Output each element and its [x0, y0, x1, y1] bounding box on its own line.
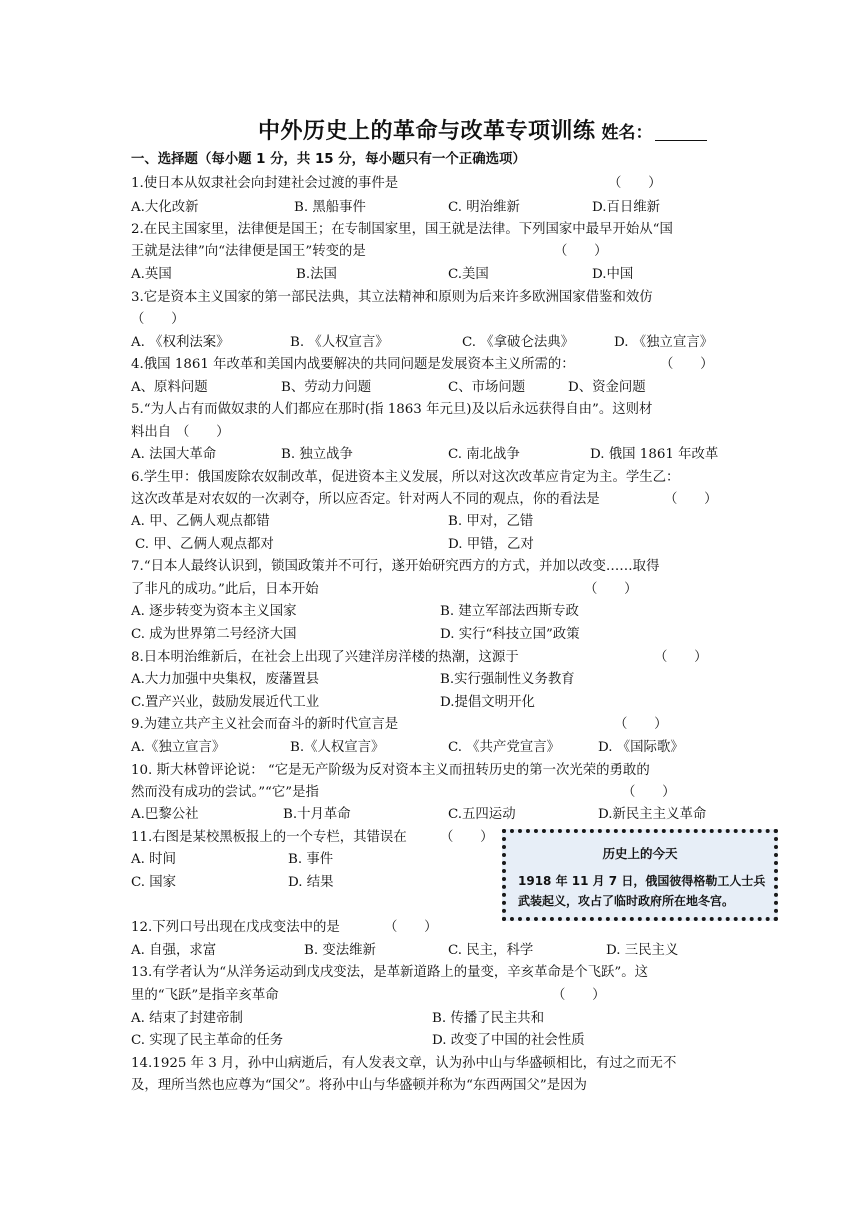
option-b[interactable]: B、劳动力问题 — [281, 380, 372, 395]
answer-blank[interactable]: （ ） — [660, 357, 714, 372]
option-c[interactable]: C、市场问题 — [448, 380, 526, 395]
option-d[interactable]: D. 结果 — [288, 875, 334, 890]
option-b[interactable]: B.十月革命 — [283, 807, 351, 822]
option-c[interactable]: C. 南北战争 — [448, 447, 520, 462]
question-stem: 6.学生甲：俄国废除农奴制改革，促进资本主义发展，所以对这次改革应肯定为主。学生乙： — [131, 470, 680, 485]
option-a[interactable]: A. 甲、乙俩人观点都错 — [131, 514, 270, 529]
name-field[interactable] — [655, 122, 707, 141]
question-stem: 14.1925 年 3 月，孙中山病逝后，有人发表文章，认为孙中山与华盛顿相比，有过之而无不 — [131, 1056, 677, 1071]
question-stem: 2.在民主国家里，法律便是国王；在专制国家里，国王就是法律。下列国家中最早开始从“国 — [131, 222, 673, 237]
option-b[interactable]: B. 传播了民主共和 — [432, 1011, 545, 1026]
question-stem: 5.“为人占有而做奴隶的人们都应在那时(指 1863 年元旦)及以后永远获得自由”。这则材 — [131, 402, 653, 417]
card-line: 武装起义，攻占了临时政府所在地冬宫。 — [518, 894, 735, 908]
answer-blank[interactable]: （ ） — [654, 650, 708, 665]
option-d[interactable]: D. 甲错，乙对 — [448, 537, 534, 552]
option-a[interactable]: A.大力加强中央集权，废藩置县 — [131, 672, 320, 687]
question-stem: 然而没有成功的尝试。”“它”是指 — [131, 785, 319, 800]
header — [258, 114, 707, 145]
option-d[interactable]: D. 三民主义 — [606, 943, 679, 958]
question-stem: 4.俄国 1861 年改革和美国内战要解决的共同问题是发展资本主义所需的： — [131, 357, 575, 372]
option-c[interactable]: C.五四运动 — [448, 807, 516, 822]
question-stem: 9.为建立共产主义社会而奋斗的新时代宣言是 — [131, 717, 399, 732]
answer-blank[interactable]: （ ） — [614, 717, 668, 732]
question-stem: 13.有学者认为“从洋务运动到戊戌变法，是革新道路上的量变，辛亥革命是个飞跃”。这 — [131, 965, 649, 980]
question-stem: 3.它是资本主义国家的第一部民法典，其立法精神和原则为后来许多欧洲国家借鉴和效仿 — [131, 290, 653, 305]
option-b[interactable]: B.实行强制性义务教育 — [440, 672, 575, 687]
answer-blank[interactable]: （ ） — [384, 920, 438, 935]
answer-blank[interactable]: （ ） — [584, 582, 638, 597]
option-a[interactable]: A.《独立宣言》 — [131, 740, 226, 755]
option-c[interactable]: C. 国家 — [131, 875, 177, 890]
answer-blank[interactable]: （ ） — [440, 830, 494, 845]
option-d[interactable]: D.新民主主义革命 — [598, 807, 707, 822]
option-a[interactable]: A、原料问题 — [131, 380, 208, 395]
option-b[interactable]: B. 变法维新 — [304, 943, 376, 958]
card-line: 1918 年 11 月 7 日，俄国彼得格勒工人士兵 — [518, 874, 766, 888]
option-a[interactable]: A. 时间 — [131, 852, 176, 867]
option-a[interactable]: A. 逐步转变为资本主义国家 — [131, 604, 297, 619]
option-d[interactable]: D. 《国际歌》 — [598, 740, 684, 755]
option-c[interactable]: C. 《共产党宣言》 — [448, 740, 561, 755]
question-stem: 料出自 — [131, 425, 172, 440]
question-stem: 及，理所当然也应尊为“国父”。将孙中山与华盛顿并称为“东西两国父”是因为 — [131, 1078, 587, 1093]
card-body — [518, 871, 765, 911]
question-stem: 1.使日本从奴隶社会向封建社会过渡的事件是 — [131, 176, 399, 191]
option-c[interactable]: C.美国 — [448, 267, 489, 282]
question-stem: 7.“日本人最终认识到，锁国政策并不可行，遂开始研究西方的方式，并加以改变……取得 — [131, 559, 660, 574]
question-stem: 里的“飞跃”是指辛亥革命 — [131, 988, 279, 1003]
option-a[interactable]: A.英国 — [131, 267, 172, 282]
option-c[interactable]: C. 成为世界第二号经济大国 — [131, 627, 297, 642]
option-d[interactable]: D. 实行“科技立国”政策 — [440, 627, 580, 642]
question-stem: 这次改革是对农奴的一次剥夺，所以应否定。针对两人不同的观点，你的看法是 — [131, 492, 600, 507]
card-title: 历史上的今天 — [602, 846, 678, 861]
option-a[interactable]: A.大化改新 — [131, 200, 199, 215]
option-d[interactable]: D. 《独立宣言》 — [614, 335, 714, 350]
answer-blank[interactable]: （ ） — [622, 785, 676, 800]
answer-blank[interactable]: （ ） — [176, 425, 230, 440]
option-d[interactable]: D.提倡文明开化 — [440, 695, 535, 710]
option-b[interactable]: B. 建立军部法西斯专政 — [440, 604, 579, 619]
answer-blank[interactable]: （ ） — [131, 312, 185, 327]
option-c[interactable]: C. 实现了民主革命的任务 — [131, 1033, 284, 1048]
option-d[interactable]: D. 改变了中国的社会性质 — [432, 1033, 585, 1048]
option-c[interactable]: C. 明治维新 — [448, 200, 520, 215]
option-a[interactable]: A. 《权利法案》 — [131, 335, 230, 350]
option-a[interactable]: A. 自强，求富 — [131, 943, 217, 958]
option-c[interactable]: C.置产兴业，鼓励发展近代工业 — [131, 695, 320, 710]
question-stem: 8.日本明治维新后，在社会上出现了兴建洋房洋楼的热潮，这源于 — [131, 650, 519, 665]
name-label: 姓名： — [601, 123, 653, 143]
question-stem: 11.右图是某校黑板报上的一个专栏，其错误在 — [131, 830, 407, 845]
option-b[interactable]: B. 独立战争 — [281, 447, 353, 462]
option-d[interactable]: D.百日维新 — [592, 200, 661, 215]
option-d[interactable]: D、资金问题 — [568, 380, 646, 395]
answer-blank[interactable]: （ ） — [664, 492, 718, 507]
question-stem: 王就是法律”向“法律便是国王”转变的是 — [131, 244, 366, 259]
section-heading: 一、选择题（每小题 1 分，共 15 分，每小题只有一个正确选项） — [131, 152, 526, 167]
option-b[interactable]: B.法国 — [296, 267, 337, 282]
option-c[interactable]: C. 《拿破仑法典》 — [462, 335, 575, 350]
option-b[interactable]: B. 事件 — [288, 852, 334, 867]
option-a[interactable]: A. 结束了封建帝制 — [131, 1011, 243, 1026]
question-stem: 12.下列口号出现在戊戌变法中的是 — [131, 920, 340, 935]
option-b[interactable]: B.《人权宣言》 — [290, 740, 385, 755]
option-d[interactable]: D. 俄国 1861 年改革 — [590, 447, 719, 462]
option-b[interactable]: B. 《人权宣言》 — [290, 335, 389, 350]
option-c[interactable]: C. 甲、乙俩人观点都对 — [135, 537, 274, 552]
question-stem: 10. 斯大林曾评论说： “它是无产阶级为反对资本主义而扭转历史的第一次光荣的勇敢的 — [131, 763, 650, 778]
option-b[interactable]: B. 黑船事件 — [294, 200, 366, 215]
option-a[interactable]: A. 法国大革命 — [131, 447, 217, 462]
blackboard-column-card — [502, 829, 778, 921]
answer-blank[interactable]: （ ） — [608, 176, 662, 191]
page-title: 中外历史上的革命与改革专项训练 — [258, 119, 596, 144]
option-d[interactable]: D.中国 — [592, 267, 634, 282]
answer-blank[interactable]: （ ） — [554, 244, 608, 259]
option-a[interactable]: A.巴黎公社 — [131, 807, 199, 822]
answer-blank[interactable]: （ ） — [552, 988, 606, 1003]
option-b[interactable]: B. 甲对，乙错 — [448, 514, 534, 529]
question-stem: 了非凡的成功。”此后，日本开始 — [131, 582, 319, 597]
option-c[interactable]: C. 民主，科学 — [448, 943, 534, 958]
